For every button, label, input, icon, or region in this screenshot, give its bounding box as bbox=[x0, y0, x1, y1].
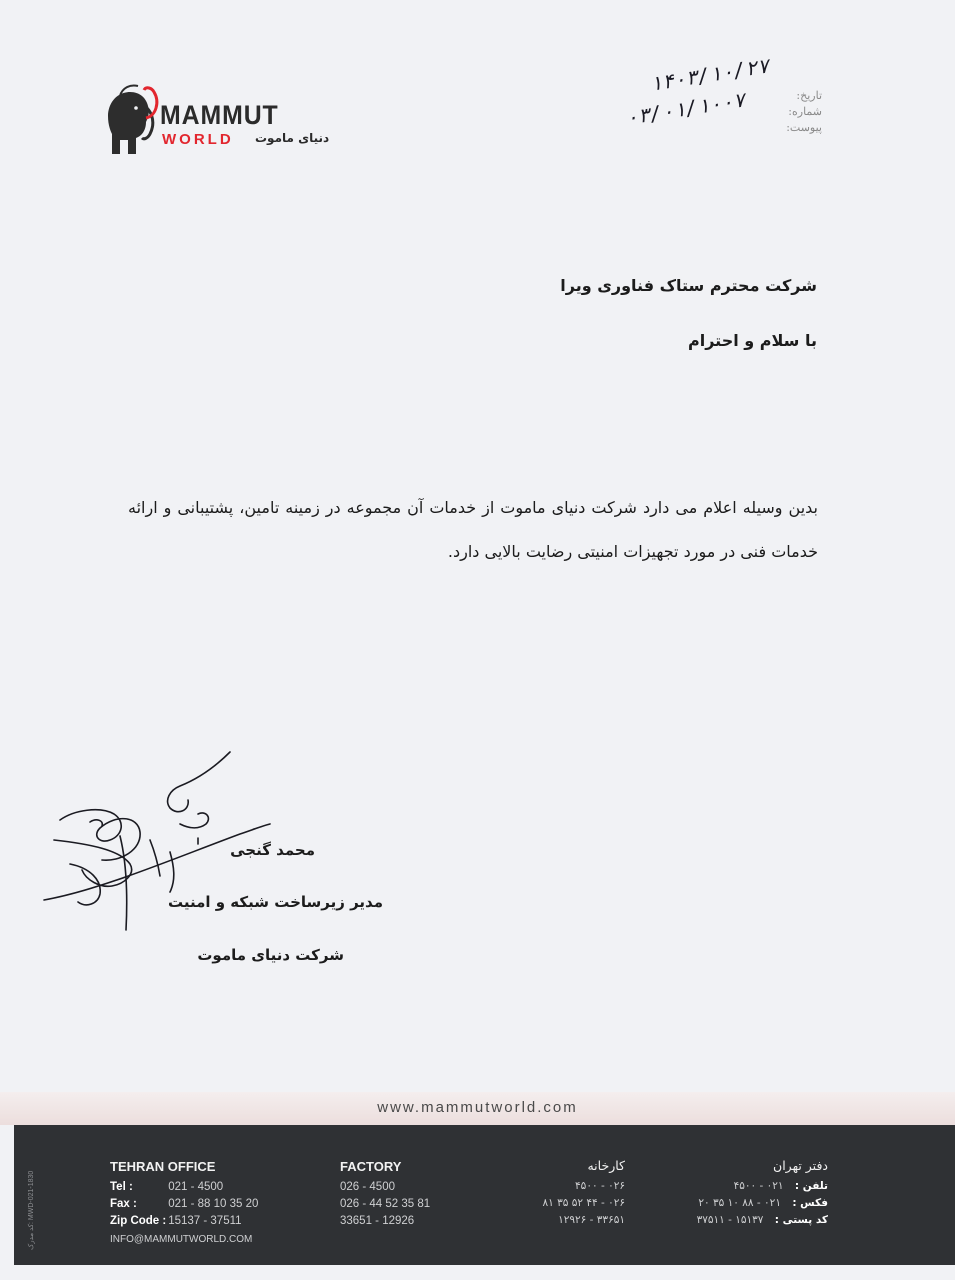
factory-tel-fa: ۰۲۶ - ۴۵۰۰ bbox=[575, 1180, 625, 1192]
factory-zip-fa: ۳۳۶۵۱ - ۱۲۹۲۶ bbox=[558, 1214, 625, 1226]
recipient: شرکت محترم ستاک فناوری ویرا bbox=[560, 276, 817, 295]
tehran-zip: 15137 - 37511 bbox=[168, 1215, 242, 1227]
tehran-fax-row bbox=[110, 1196, 258, 1213]
attachment-label: پیوست: bbox=[786, 121, 822, 134]
tehran-tel: 021 - 4500 bbox=[168, 1181, 224, 1193]
tehran-fax-fa: ۰۲۱ - ۸۸ ۱۰ ۳۵ ۲۰ bbox=[698, 1197, 781, 1209]
factory-fax: 026 - 44 52 35 81 bbox=[340, 1198, 431, 1210]
website-url: www.mammutworld.com bbox=[377, 1099, 578, 1116]
factory-zip: 33651 - 12926 bbox=[340, 1215, 415, 1227]
date-label: تاریخ: bbox=[796, 89, 822, 102]
mammoth-logo-icon bbox=[100, 82, 162, 160]
brand-name: MAMMUT bbox=[160, 100, 279, 130]
handwritten-date: ۱۴۰۳/۱۰/۲۷ bbox=[648, 53, 771, 96]
tehran-office-heading: TEHRAN OFFICE bbox=[110, 1159, 216, 1174]
tehran-tel-row-fa bbox=[697, 1178, 828, 1195]
factory-heading-fa: کارخانه bbox=[587, 1158, 625, 1173]
tel-label-fa: تلفن : bbox=[794, 1180, 828, 1192]
zip-label: Zip Code : bbox=[110, 1215, 167, 1227]
tehran-office-fa bbox=[697, 1158, 828, 1229]
fax-label: Fax : bbox=[110, 1198, 137, 1210]
tehran-office-en bbox=[110, 1159, 258, 1248]
signer-company: شرکت دنیای ماموت bbox=[197, 946, 344, 964]
letter-meta-labels bbox=[786, 88, 822, 136]
tehran-fax-row-fa bbox=[697, 1195, 828, 1212]
greeting: با سلام و احترام bbox=[688, 331, 817, 350]
tehran-zip-row bbox=[110, 1213, 258, 1230]
tel-label: Tel : bbox=[110, 1181, 133, 1193]
tehran-tel-fa: ۰۲۱ - ۴۵۰۰ bbox=[733, 1180, 784, 1192]
factory-fa bbox=[542, 1158, 625, 1229]
signer-title: مدیر زیرساخت شبکه و امنیت bbox=[167, 893, 383, 911]
fax-label-fa: فکس : bbox=[792, 1197, 828, 1209]
tehran-tel-row bbox=[110, 1179, 258, 1196]
tehran-office-heading-fa: دفتر تهران bbox=[773, 1158, 828, 1173]
zip-label-fa: کد پستی : bbox=[774, 1214, 828, 1226]
factory-tel: 026 - 4500 bbox=[340, 1181, 395, 1193]
signer-name: محمد گنجی bbox=[230, 841, 315, 859]
company-email[interactable]: INFO@MAMMUTWORLD.COM bbox=[110, 1234, 253, 1245]
tehran-fax: 021 - 88 10 35 20 bbox=[168, 1198, 259, 1210]
number-label: شماره: bbox=[788, 105, 822, 118]
document-code: کد مدرک: MWD-021-1830 bbox=[28, 1170, 35, 1250]
company-logo bbox=[100, 82, 340, 162]
tehran-zip-row-fa bbox=[697, 1212, 828, 1229]
factory-fax-fa: ۰۲۶ - ۴۴ ۵۲ ۳۵ ۸۱ bbox=[542, 1197, 625, 1209]
letter-body: بدین وسیله اعلام می دارد شرکت دنیای ماموت از خدمات آن مجموعه در زمینه تامین، پشتیبانی و ارائه خدمات فنی در مورد تجهیزات امنیتی رضایت بالایی دارد. bbox=[128, 498, 818, 561]
brand-name-persian: دنیای ماموت bbox=[255, 131, 330, 145]
handwritten-number: ۰۳/۰۱/۱۰۰۷ bbox=[624, 87, 747, 130]
factory-heading: FACTORY bbox=[340, 1159, 402, 1174]
brand-subtitle: WORLD bbox=[162, 131, 234, 148]
factory-en bbox=[340, 1159, 430, 1230]
tehran-zip-fa: ۱۵۱۳۷ - ۳۷۵۱۱ bbox=[696, 1214, 764, 1226]
